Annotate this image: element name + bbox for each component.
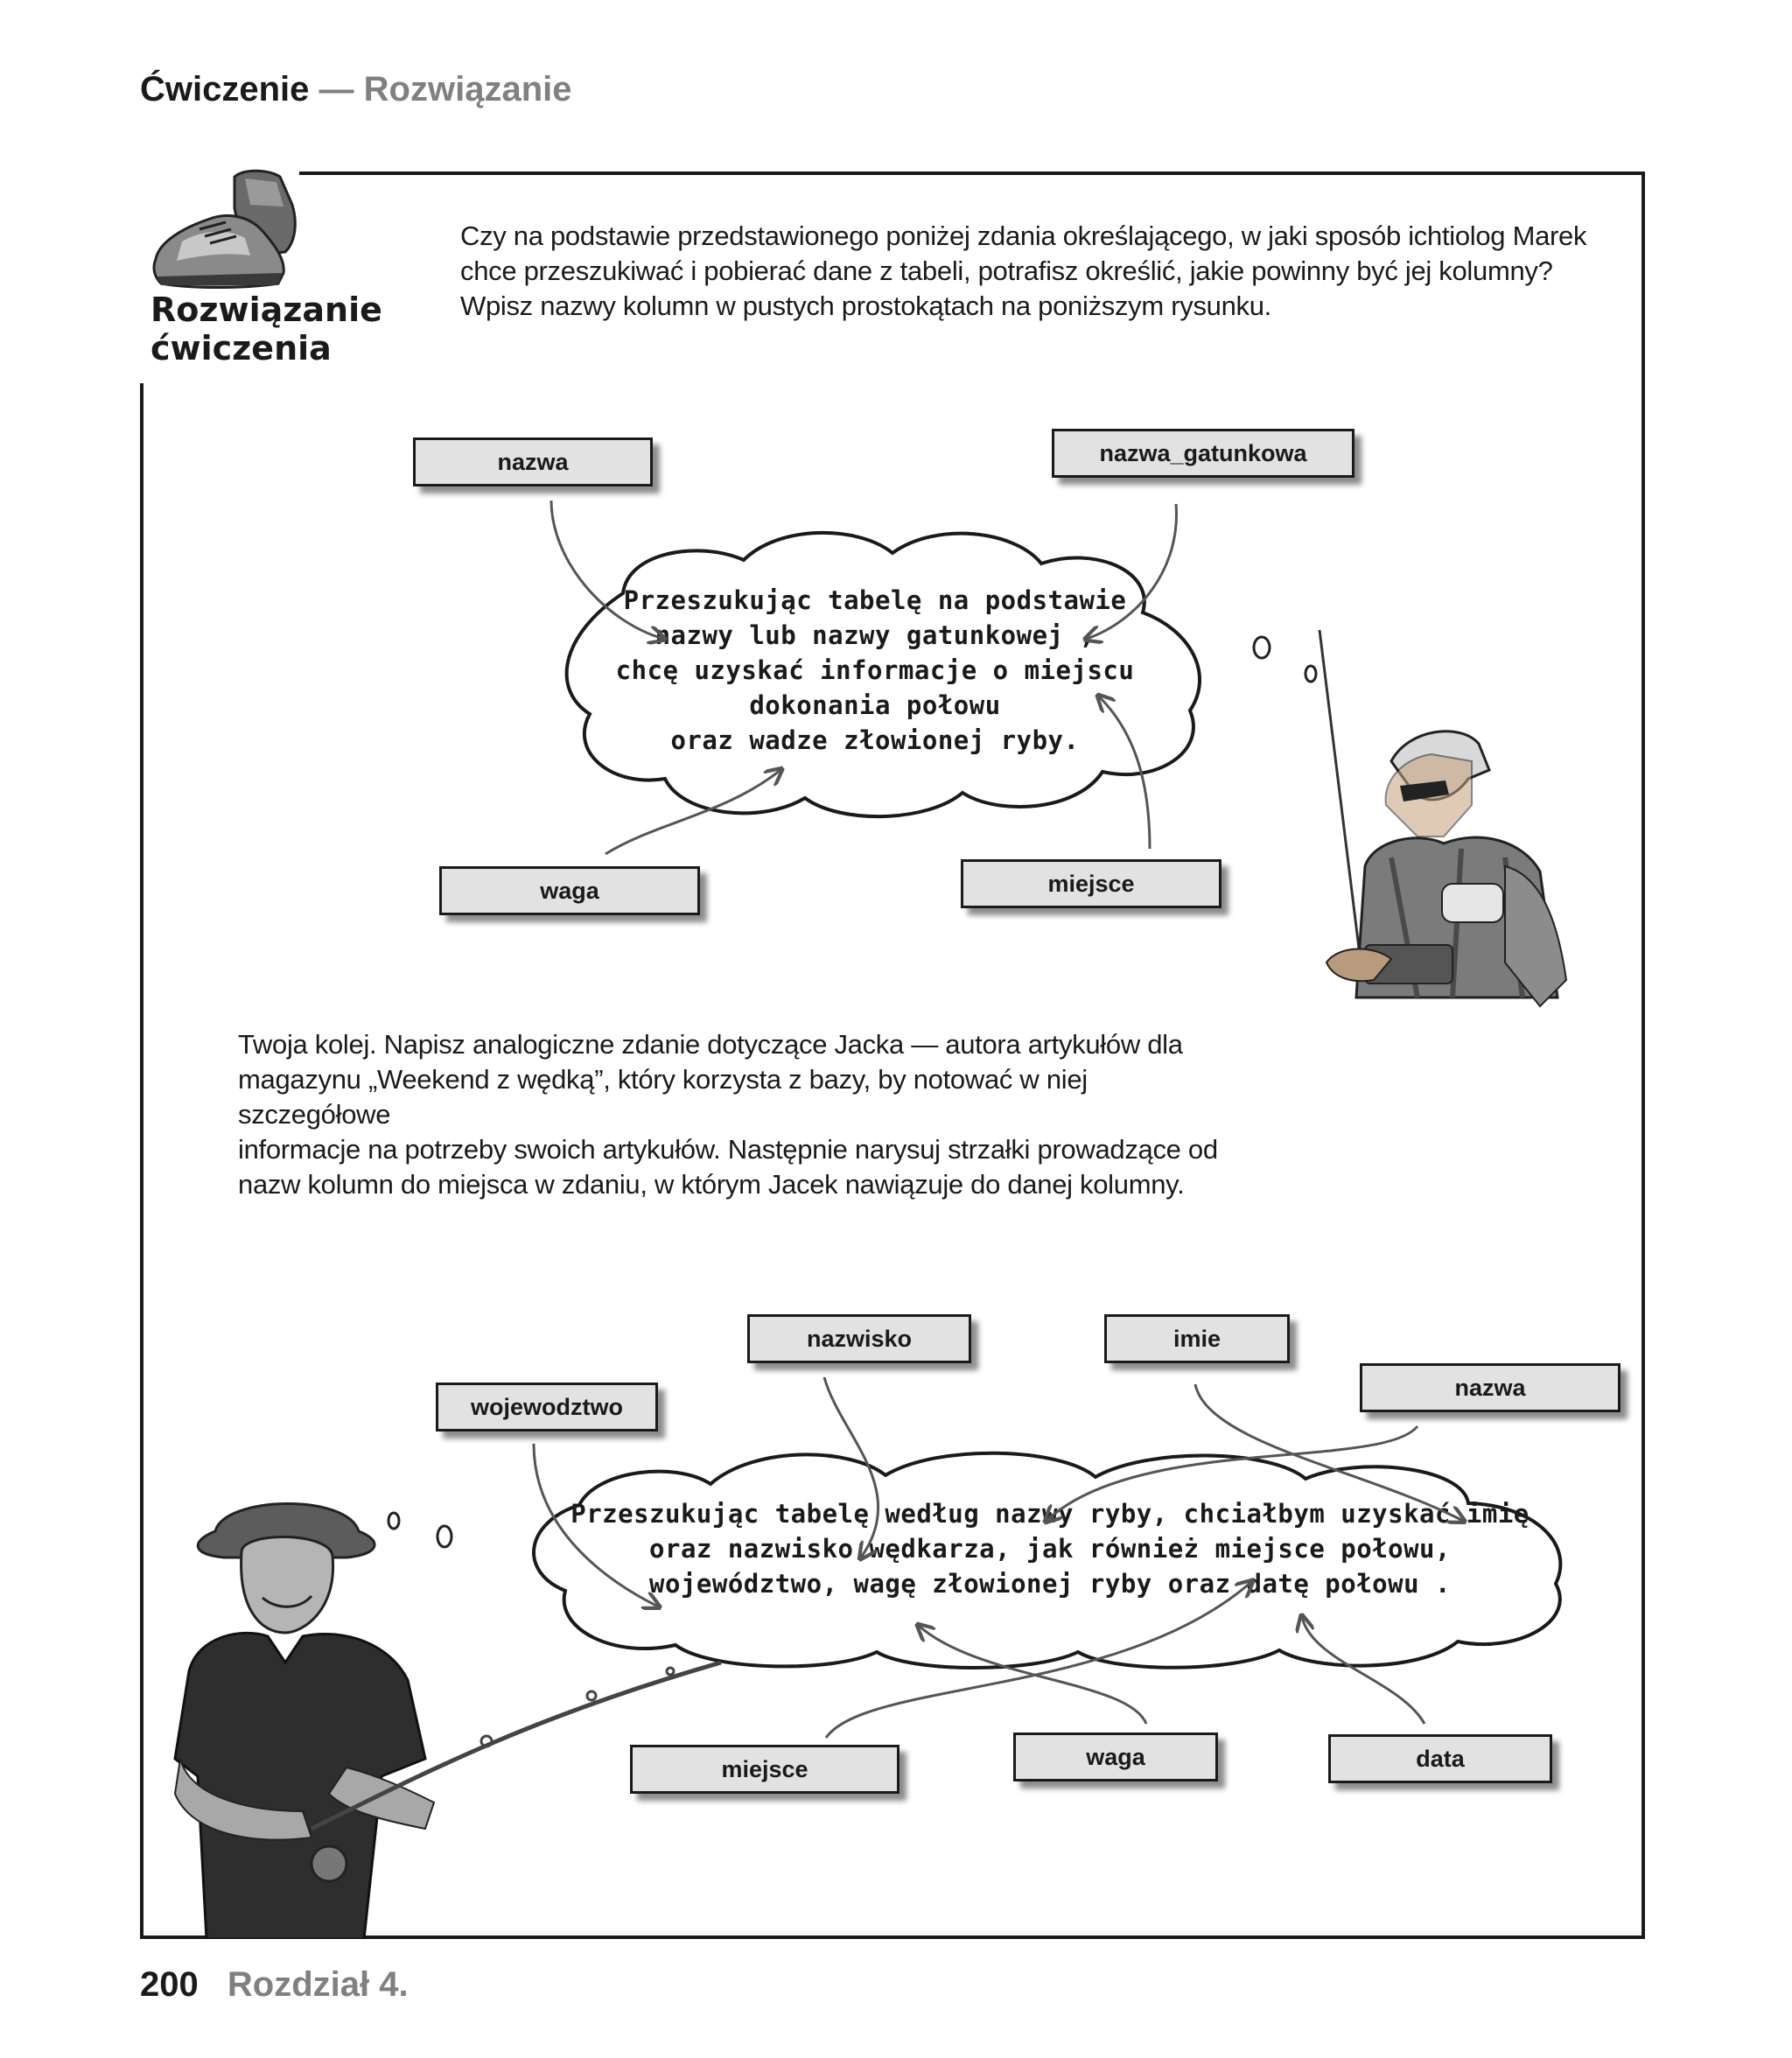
column-box-nazwa-gatunkowa[interactable]: nazwa_gatunkowa xyxy=(1052,429,1354,478)
prompt-line: nazw kolumn do miejsca w zdaniu, w którym Jacek nawiązuje do danej kolumny. xyxy=(238,1169,1185,1200)
thought-line: Przeszukując tabelę na podstawie xyxy=(623,585,1127,615)
badge-line-2: ćwiczenia xyxy=(150,329,332,368)
column-box-miejsce[interactable]: miejsce xyxy=(961,859,1222,908)
page-number: 200 xyxy=(140,1965,199,2004)
column-box-nazwa[interactable]: nazwa xyxy=(413,438,653,486)
header-title: Ćwiczenie xyxy=(140,70,310,108)
column-box-wojewodztwo[interactable]: wojewodztwo xyxy=(436,1382,658,1432)
thought-line: nazwy lub nazwy gatunkowej , xyxy=(654,620,1096,650)
intro-line: chce przeszukiwać i pobierać dane z tabeli, potrafisz określić, jakie powinny być jej kolumny? xyxy=(460,256,1553,286)
thought-line: oraz nazwisko wędkarza, jak również miejsce połowu, xyxy=(649,1534,1451,1564)
chapter-label: Rozdział 4. xyxy=(227,1965,409,2004)
thought-line: województwo, wagę złowionej ryby oraz datę połowu . xyxy=(649,1569,1451,1599)
header-separator: — xyxy=(318,70,354,108)
column-box-data[interactable]: data xyxy=(1328,1734,1552,1783)
column-box-waga[interactable]: waga xyxy=(1013,1732,1218,1782)
thought-line: dokonania połowu xyxy=(749,690,1001,720)
column-box-miejsce[interactable]: miejsce xyxy=(630,1745,900,1794)
column-box-nazwa[interactable]: nazwa xyxy=(1360,1363,1620,1412)
prompt-line: Twoja kolej. Napisz analogiczne zdanie dotyczące Jacka — autora artykułów dla xyxy=(238,1029,1183,1060)
badge-line-1: Rozwiązanie xyxy=(150,290,382,329)
column-box-waga[interactable]: waga xyxy=(439,866,700,915)
page-footer xyxy=(140,1965,409,2005)
thought-line: chcę uzyskać informacje o miejscu xyxy=(615,655,1135,685)
prompt-line: informacje na potrzeby swoich artykułów. Następnie narysuj strzałki prowadzące od xyxy=(238,1134,1218,1165)
fisherman-jacek-illustration xyxy=(172,1479,749,1939)
thought-line: oraz wadze złowionej ryby. xyxy=(670,725,1080,755)
intro-line: Czy na podstawie przedstawionego poniżej zdania określającego, w jaki sposób ichtiolog Marek xyxy=(460,220,1587,251)
thought-line: Przeszukując tabelę według nazwy ryby, chciałbym uzyskać imię xyxy=(570,1499,1530,1529)
intro-line: Wpisz nazwy kolumn w pustych prostokątach na poniższym rysunku. xyxy=(460,290,1271,321)
header-subtitle: Rozwiązanie xyxy=(363,70,572,108)
prompt-line: magazynu „Weekend z wędką”, który korzysta z bazy, by notować w niej szczegółowe xyxy=(238,1064,1088,1130)
column-box-imie[interactable]: imie xyxy=(1104,1314,1290,1363)
column-box-nazwisko[interactable]: nazwisko xyxy=(747,1314,971,1363)
